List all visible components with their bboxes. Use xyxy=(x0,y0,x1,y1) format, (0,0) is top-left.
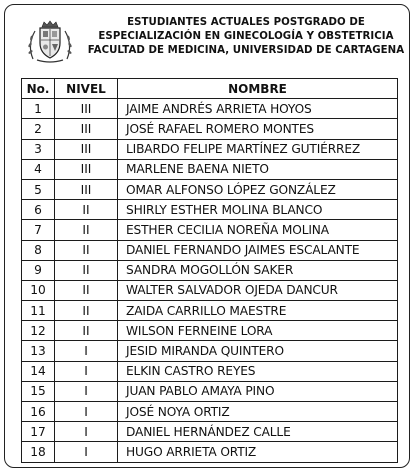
cell-no: 6 xyxy=(22,200,55,220)
cell-nivel: II xyxy=(55,240,118,260)
cell-nombre: DANIEL FERNANDO JAIMES ESCALANTE xyxy=(118,240,398,260)
cell-no: 12 xyxy=(22,321,55,341)
cell-nivel: III xyxy=(55,159,118,179)
table-header-row xyxy=(22,79,398,99)
table-row xyxy=(22,301,398,321)
cell-no: 17 xyxy=(22,422,55,442)
cell-no: 10 xyxy=(22,280,55,300)
cell-nombre: DANIEL HERNÁNDEZ CALLE xyxy=(118,422,398,442)
document-card xyxy=(4,4,410,468)
cell-no: 8 xyxy=(22,240,55,260)
cell-no: 3 xyxy=(22,139,55,159)
cell-no: 9 xyxy=(22,260,55,280)
cell-nombre: MARLENE BAENA NIETO xyxy=(118,159,398,179)
cell-nombre: ESTHER CECILIA NOREÑA MOLINA xyxy=(118,220,398,240)
cell-nombre: WALTER SALVADOR OJEDA DANCUR xyxy=(118,280,398,300)
column-header-nivel: NIVEL xyxy=(55,79,118,99)
table-row xyxy=(22,341,398,361)
cell-nombre: ZAIDA CARRILLO MAESTRE xyxy=(118,301,398,321)
title-line-2: ESPECIALIZACIÓN EN GINECOLOGÍA Y OBSTETRICIA xyxy=(98,31,394,42)
cell-nombre: JAIME ANDRÉS ARRIETA HOYOS xyxy=(118,99,398,119)
cell-nombre: WILSON FERNEINE LORA xyxy=(118,321,398,341)
table-row xyxy=(22,361,398,381)
cell-nivel: III xyxy=(55,179,118,199)
cell-nombre: JUAN PABLO AMAYA PINO xyxy=(118,381,398,401)
cell-no: 14 xyxy=(22,361,55,381)
title-line-3: FACULTAD DE MEDICINA, UNIVERSIDAD DE CARTAGENA xyxy=(87,45,405,56)
document-title xyxy=(71,16,418,58)
cell-nivel: I xyxy=(55,341,118,361)
table-row xyxy=(22,381,398,401)
table-body xyxy=(22,99,398,462)
table-row xyxy=(22,280,398,300)
cell-nombre: JOSÉ RAFAEL ROMERO MONTES xyxy=(118,119,398,139)
cell-nivel: III xyxy=(55,119,118,139)
table-row xyxy=(22,442,398,462)
cell-nombre: HUGO ARRIETA ORTIZ xyxy=(118,442,398,462)
cell-nivel: II xyxy=(55,280,118,300)
cell-no: 7 xyxy=(22,220,55,240)
table-row xyxy=(22,422,398,442)
table-row xyxy=(22,139,398,159)
table-row xyxy=(22,159,398,179)
table-row xyxy=(22,321,398,341)
cell-nivel: I xyxy=(55,361,118,381)
table-row xyxy=(22,402,398,422)
cell-no: 15 xyxy=(22,381,55,401)
cell-no: 1 xyxy=(22,99,55,119)
cell-nivel: I xyxy=(55,402,118,422)
cell-nombre: JESID MIRANDA QUINTERO xyxy=(118,341,398,361)
cell-nivel: II xyxy=(55,321,118,341)
cell-nombre: ELKIN CASTRO REYES xyxy=(118,361,398,381)
cell-nombre: SHIRLY ESTHER MOLINA BLANCO xyxy=(118,200,398,220)
cell-no: 18 xyxy=(22,442,55,462)
table-row xyxy=(22,220,398,240)
table-row xyxy=(22,119,398,139)
cell-no: 4 xyxy=(22,159,55,179)
cell-nivel: II xyxy=(55,301,118,321)
cell-no: 5 xyxy=(22,179,55,199)
cell-nivel: II xyxy=(55,200,118,220)
cell-nivel: II xyxy=(55,260,118,280)
cell-nombre: JOSÉ NOYA ORTIZ xyxy=(118,402,398,422)
document-header xyxy=(11,13,407,65)
cell-no: 13 xyxy=(22,341,55,361)
column-header-nombre: NOMBRE xyxy=(118,79,398,99)
cell-nombre: LIBARDO FELIPE MARTÍNEZ GUTIÉRREZ xyxy=(118,139,398,159)
table-row xyxy=(22,200,398,220)
cell-nivel: II xyxy=(55,220,118,240)
cell-nivel: I xyxy=(55,442,118,462)
university-seal-icon xyxy=(25,19,75,63)
table-row xyxy=(22,260,398,280)
cell-no: 11 xyxy=(22,301,55,321)
table-row xyxy=(22,240,398,260)
table-row xyxy=(22,99,398,119)
title-line-1: ESTUDIANTES ACTUALES POSTGRADO DE xyxy=(127,17,365,28)
students-table xyxy=(21,78,398,463)
cell-no: 2 xyxy=(22,119,55,139)
column-header-no: No. xyxy=(22,79,55,99)
cell-nombre: OMAR ALFONSO LÓPEZ GONZÁLEZ xyxy=(118,179,398,199)
cell-nivel: III xyxy=(55,99,118,119)
cell-nivel: I xyxy=(55,381,118,401)
cell-nombre: SANDRA MOGOLLÓN SAKER xyxy=(118,260,398,280)
table-row xyxy=(22,179,398,199)
cell-nivel: III xyxy=(55,139,118,159)
cell-nivel: I xyxy=(55,422,118,442)
cell-no: 16 xyxy=(22,402,55,422)
